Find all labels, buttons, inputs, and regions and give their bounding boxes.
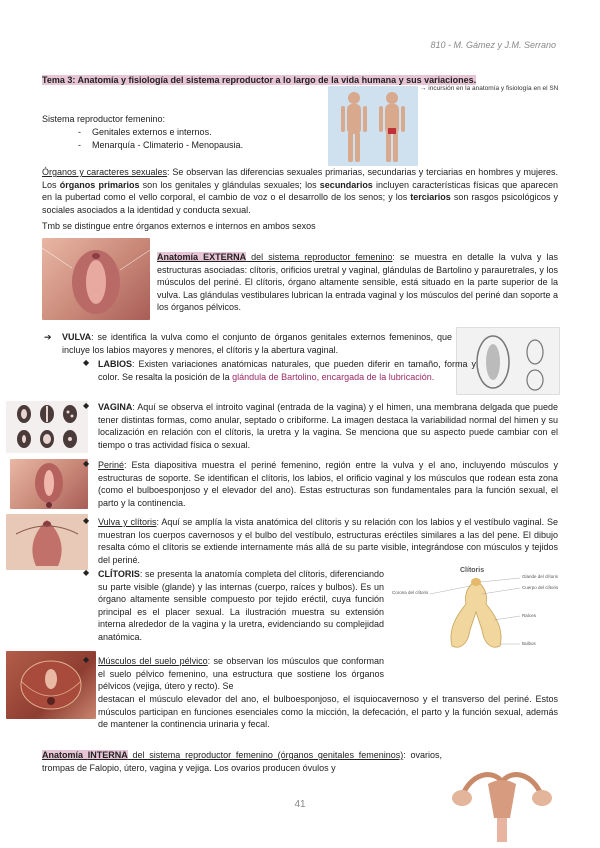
external-label: Anatomía EXTERNA bbox=[157, 252, 247, 262]
internal-paragraph: Anatomía INTERNA del sistema reproductor femenino (órganos genitales femeninos): ovarios, trompas de Falopio, útero, vagina y vejiga. Los ovarios producen óvulos y bbox=[42, 750, 442, 773]
diamond-bullet-icon: ◆ bbox=[83, 401, 90, 410]
female-section-item: - Menarquía - Climaterio - Menopausia. bbox=[72, 139, 243, 152]
female-section-item: - Genitales externos e internos. bbox=[72, 126, 243, 139]
musculos-continuation: destacan el músculo elevador del ano, el bulboesponjoso, el isquiocavernoso y el transverso del periné. Estos músculos participan en funciones esenciales como la micción, la defecación, el parto y la función sexual, además de mantener la continencia urinaria y fecal. bbox=[98, 694, 558, 730]
diamond-bullet-icon: ◆ bbox=[83, 655, 90, 664]
header-author: 810 - M. Gámez y J.M. Serrano bbox=[430, 40, 556, 50]
perine-image bbox=[10, 459, 88, 509]
bartolino-note: glándula de Bartolino, encargada de la lubricación. bbox=[232, 371, 435, 382]
diamond-bullet-icon: ◆ bbox=[83, 516, 90, 525]
clitoris-diagram-label: Cuerpo del clítoris bbox=[522, 585, 559, 590]
hymen-shapes-icon bbox=[6, 401, 88, 453]
labios-item: ◆ LABIOS: Existen variaciones anatómicas naturales, que pueden diferir en tamaño, forma y color. Se resalta la posición de la glándula de Bartolino, encargada de la lubricación. bbox=[83, 358, 476, 382]
hymen-variants-image bbox=[6, 401, 88, 453]
clitoris-anatomy-image bbox=[6, 514, 88, 570]
human-figures-icon bbox=[328, 86, 418, 166]
vulva-paragraph: ➔ VULVA: se identifica la vulva como el conjunto de órganos genitales externos femeninos, que incluye los labios mayores y menores, el clítoris y la abertura vaginal. bbox=[44, 332, 452, 355]
perine-item: ◆ Periné: Esta diapositiva muestra el periné femenino, región entre la vulva y el ano, incluyendo músculos y estructuras de soporte. Se identifican el clítoris, los labios, el orificio vaginal y los músculos que rodean esta zona (como el bulboesponjoso y el elevador del ano). Estas estructuras son fundamentales para la función sexual, el parto y la continencia. bbox=[83, 459, 558, 508]
clitoris-diagram-label: Corona del clítoris bbox=[392, 590, 429, 595]
internal-label: Anatomía INTERNA bbox=[42, 750, 128, 760]
topic-title-text: Tema 3: Anatomía y fisiología del sistema reproductor a lo largo de la vida humana y sus variaciones. bbox=[42, 75, 477, 85]
vagina-item: ◆ VAGINA: Aquí se observa el introito vaginal (entrada de la vagina) y el himen, una membrana delgada que puede tener distintas formas, como anular, septado o cribiforme. La imagen destaca la variabilidad normal del himen y su localización en relación con el clítoris, la uretra y la vagina. Se menciona que su aspecto puede cambiar con el tiempo o tras actividad física o sexual. bbox=[83, 401, 558, 450]
clitoris-diagram bbox=[390, 564, 562, 654]
diamond-bullet-icon: ◆ bbox=[83, 568, 90, 577]
diamond-bullet-icon: ◆ bbox=[83, 358, 90, 367]
external-anatomy-image bbox=[42, 238, 150, 320]
vulva-clitoris-item: ◆ Vulva y clítoris: Aquí se amplía la vista anatómica del clítoris y su relación con los labios y el vestíbulo vaginal. Se muestran los cuerpos cavernosos y el bulbo del vestíbulo, estructuras eréctiles similares a las del pene. El dibujo resalta cómo el clítoris se extiende internamente más allá de su parte visible, integrándose con músculos y tejidos del periné. bbox=[83, 516, 559, 565]
clitoris-diagram-title: Clítoris bbox=[460, 567, 485, 574]
vulva-illustration-icon bbox=[42, 238, 150, 320]
page-number: 41 bbox=[294, 799, 306, 810]
perine-illustration-icon bbox=[10, 459, 88, 509]
external-paragraph: Anatomía EXTERNA del sistema reproductor femenino: se muestra en detalle la vulva y las estructuras asociadas: clítoris, orificios uretral y vaginal, glándulas de Bartolino y parauretrales, y los músculos del periné. El clítoris, órgano altamente sensible, está situado en la parte superior de la vulva. Las glándulas vestibulares lubrican la entrada vaginal y los músculos del periné dan soporte a los órganos pélvicos. bbox=[157, 252, 558, 313]
body-figures-image bbox=[328, 86, 418, 166]
arrow-icon: ➔ bbox=[44, 332, 52, 342]
incursion-note: → incursión en la anatomía y fisiología en el SN bbox=[420, 85, 559, 92]
clitoris-diagram-label: Raíces bbox=[522, 613, 537, 618]
clitoris-section-icon bbox=[6, 514, 88, 570]
organs-paragraph: Órganos y caracteres sexuales: Se observan las diferencias sexuales primarias, secundarias y terciarias en hombres y mujeres. Los órganos primarios son los genitales y glándulas sexuales; los secundarios incluyen características físicas que aparecen en la pubertad como el vello corporal, el cambio de voz o el desarrollo de los senos; y los terciarios son rasgos psicológicos y sociales asociados a la identidad y conducta sexual. bbox=[42, 167, 558, 215]
diamond-bullet-icon: ◆ bbox=[83, 459, 90, 468]
musculos-item: ◆ Músculos del suelo pélvico: se observan los músculos que conforman el suelo pélvico femenino, una estructura que sostiene los órganos pélvicos (vejiga, útero y recto). Se bbox=[83, 655, 384, 692]
organs-label: Órganos y caracteres sexuales bbox=[42, 167, 168, 177]
clitoris-item: ◆ CLÍTORIS: se presenta la anatomía completa del clítoris, diferenciando su parte visible (glande) y las internas (cuerpo, raíces y bulbos). Es un órgano altamente sensible compuesto por tejido eréctil, cuya función principal es el placer sexual. La ilustración muestra su extensión interna alrededor de la vagina y la uretra, evidenciando su complejidad anatómica. bbox=[83, 568, 384, 642]
organs-tmb: Tmb se distingue entre órganos externos e internos en ambos sexos bbox=[42, 221, 316, 231]
clitoris-diagram-label: Bulbos bbox=[522, 641, 536, 646]
female-section-heading: Sistema reproductor femenino: bbox=[42, 114, 166, 124]
clitoris-diagram-label: Glande del clítoris bbox=[522, 574, 559, 579]
female-section-list bbox=[72, 126, 243, 151]
